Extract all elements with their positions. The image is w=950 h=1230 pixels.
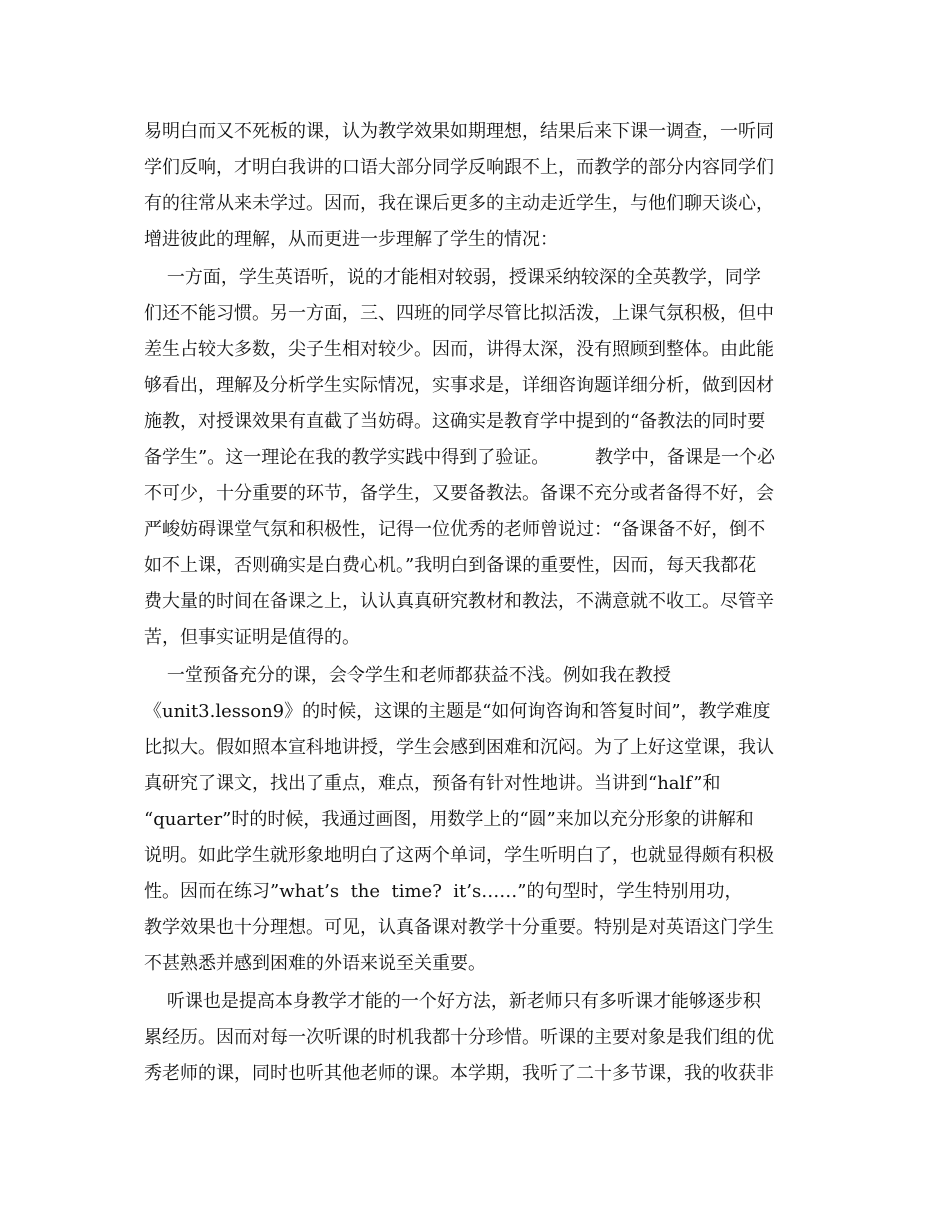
text-line: 比拟大。假如照本宣科地讲授，学生会感到困难和沉闷。为了上好这堂课，我认	[144, 737, 774, 758]
text-line: 备学生”。这一理论在我的教学实践中得到了验证。 教学中，备课是一个必	[144, 447, 775, 468]
text-line: 不可少，十分重要的环节，备学生，又要备教法。备课不充分或者备得不好，会	[144, 483, 774, 504]
text-line: 性。因而在练习”what’s the time? it’s……”的句型时，学生特别用功，	[144, 881, 743, 902]
text-line: 有的往常从来未学过。因而，我在课后更多的主动走近学生，与他们聊天谈心，	[144, 193, 774, 214]
text-line: 真研究了课文，找出了重点，难点，预备有针对性地讲。当讲到“half”和	[144, 773, 721, 794]
text-line: 易明白而又不死板的课，认为教学效果如期理想，结果后来下课一调查，一听同	[144, 121, 774, 142]
text-line: “quarter”时的时候，我通过画图，用数学上的“圆”来加以充分形象的讲解和	[144, 809, 754, 830]
text-line: 累经历。因而对每一次听课的时机我都十分珍惜。听课的主要对象是我们组的优	[144, 1027, 774, 1048]
text-line: 如不上课，否则确实是白费心机。”我明白到备课的重要性，因而，每天我都花	[144, 555, 757, 576]
text-line: 秀老师的课，同时也听其他老师的课。本学期，我听了二十多节课，我的收获非	[144, 1063, 774, 1084]
text-line: 够看出，理解及分析学生实际情况，实事求是，详细咨询题详细分析，做到因材	[144, 375, 774, 396]
text-line: 教学效果也十分理想。可见，认真备课对教学十分重要。特别是对英语这门学生	[144, 917, 774, 938]
text-line: 一堂预备充分的课，会令学生和老师都获益不浅。例如我在教授	[144, 665, 671, 686]
text-line: 听课也是提高本身教学才能的一个好方法，新老师只有多听课才能够逐步积	[144, 991, 761, 1012]
text-line: 苦，但事实证明是值得的。	[144, 627, 360, 648]
text-line: 施教，对授课效果有直截了当妨碍。这确实是教育学中提到的“备教法的同时要	[144, 411, 766, 432]
text-line: 费大量的时间在备课之上，认认真真研究教材和教法，不满意就不收工。尽管辛	[144, 591, 774, 612]
text-line: 增进彼此的理解，从而更进一步理解了学生的情况：	[144, 229, 558, 250]
text-line: 一方面，学生英语听，说的才能相对较弱，授课采纳较深的全英教学，同学	[144, 267, 761, 288]
text-line: 《unit3.lesson9》的时候，这课的主题是“如何询咨询和答复时间”，教学难度	[144, 701, 771, 722]
text-line: 说明。如此学生就形象地明白了这两个单词，学生听明白了，也就显得颇有积极	[144, 845, 774, 866]
text-line: 不甚熟悉并感到困难的外语来说至关重要。	[144, 953, 486, 974]
text-line: 学们反响，才明白我讲的口语大部分同学反响跟不上，而教学的部分内容同学们	[144, 157, 774, 178]
text-line: 严峻妨碍课堂气氛和积极性，记得一位优秀的老师曾说过：“备课备不好，倒不	[144, 519, 766, 540]
text-line: 差生占较大多数，尖子生相对较少。因而，讲得太深，没有照顾到整体。由此能	[144, 339, 774, 360]
text-line: 们还不能习惯。另一方面，三、四班的同学尽管比拟活泼，上课气氛积极，但中	[144, 303, 774, 324]
